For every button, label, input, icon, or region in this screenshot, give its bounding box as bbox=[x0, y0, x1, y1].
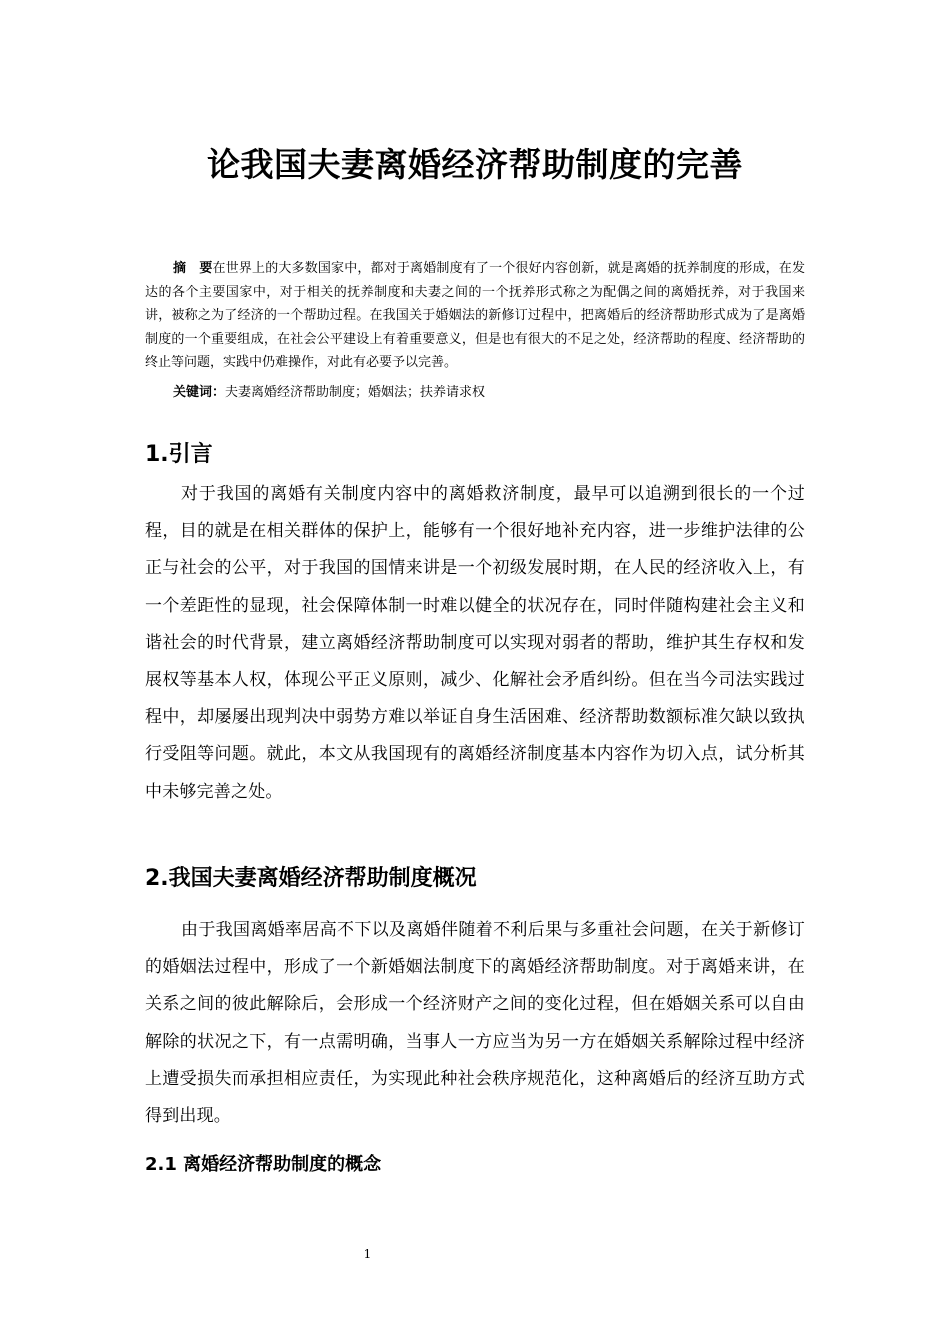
keywords-label: 关键词： bbox=[173, 385, 226, 400]
section-heading-overview: 2.我国夫妻离婚经济帮助制度概况 bbox=[145, 866, 477, 891]
section-heading-introduction: 1.引言 bbox=[145, 442, 213, 467]
abstract-text: 在世界上的大多数国家中，都对于离婚制度有了一个很好内容创新，就是离婚的抚养制度的形成，在发达的各个主要国家中，对于相关的抚养制度和夫妻之间的一个抚养形式称之为配偶之间的离婚抚养，对于我国来讲，被称之为了经济的一个帮助过程。在我国关于婚姻法的新修订过程中，把离婚后的经济帮助形式成为了是离婚制度的一个重要组成，在社会公平建设上有着重要意义，但是也有很大的不足之处，经济帮助的程度、经济帮助的终止等问题，实践中仍难操作，对此有必要予以完善。 bbox=[145, 261, 805, 370]
page-number: 1 bbox=[363, 1247, 372, 1261]
keywords bbox=[145, 381, 805, 404]
document-title: 论我国夫妻离婚经济帮助制度的完善 bbox=[207, 145, 743, 185]
overview-paragraph: 由于我国离婚率居高不下以及离婚伴随着不利后果与多重社会问题，在关于新修订的婚姻法过程中，形成了一个新婚姻法制度下的离婚经济帮助制度。对于离婚来讲，在关系之间的彼此解除后，会形成一个经济财产之间的变化过程，但在婚姻关系可以自由解除的状况之下，有一点需明确，当事人一方应当为另一方在婚姻关系解除过程中经济上遭受损失而承担相应责任，为实现此种社会秩序规范化，这种离婚后的经济互助方式得到出现。 bbox=[145, 920, 805, 1127]
subsection-heading-concept: 2.1 离婚经济帮助制度的概念 bbox=[145, 1154, 382, 1175]
abstract-label: 摘 要 bbox=[173, 261, 213, 276]
abstract bbox=[145, 257, 805, 375]
introduction-paragraph: 对于我国的离婚有关制度内容中的离婚救济制度，最早可以追溯到很长的一个过程，目的就是在相关群体的保护上，能够有一个很好地补充内容，进一步维护法律的公正与社会的公平，对于我国的国情来讲是一个初级发展时期，在人民的经济收入上，有一个差距性的显现，社会保障体制一时难以健全的状况存在，同时伴随构建社会主义和谐社会的时代背景，建立离婚经济帮助制度可以实现对弱者的帮助，维护其生存权和发展权等基本人权，体现公平正义原则，减少、化解社会矛盾纠纷。但在当今司法实践过程中，却屡屡出现判决中弱势方难以举证自身生活困难、经济帮助数额标准欠缺以致执行受阻等问题。就此，本文从我国现有的离婚经济制度基本内容作为切入点，试分析其中未够完善之处。 bbox=[145, 484, 805, 802]
keywords-text: 夫妻离婚经济帮助制度；婚姻法；扶养请求权 bbox=[225, 385, 486, 400]
